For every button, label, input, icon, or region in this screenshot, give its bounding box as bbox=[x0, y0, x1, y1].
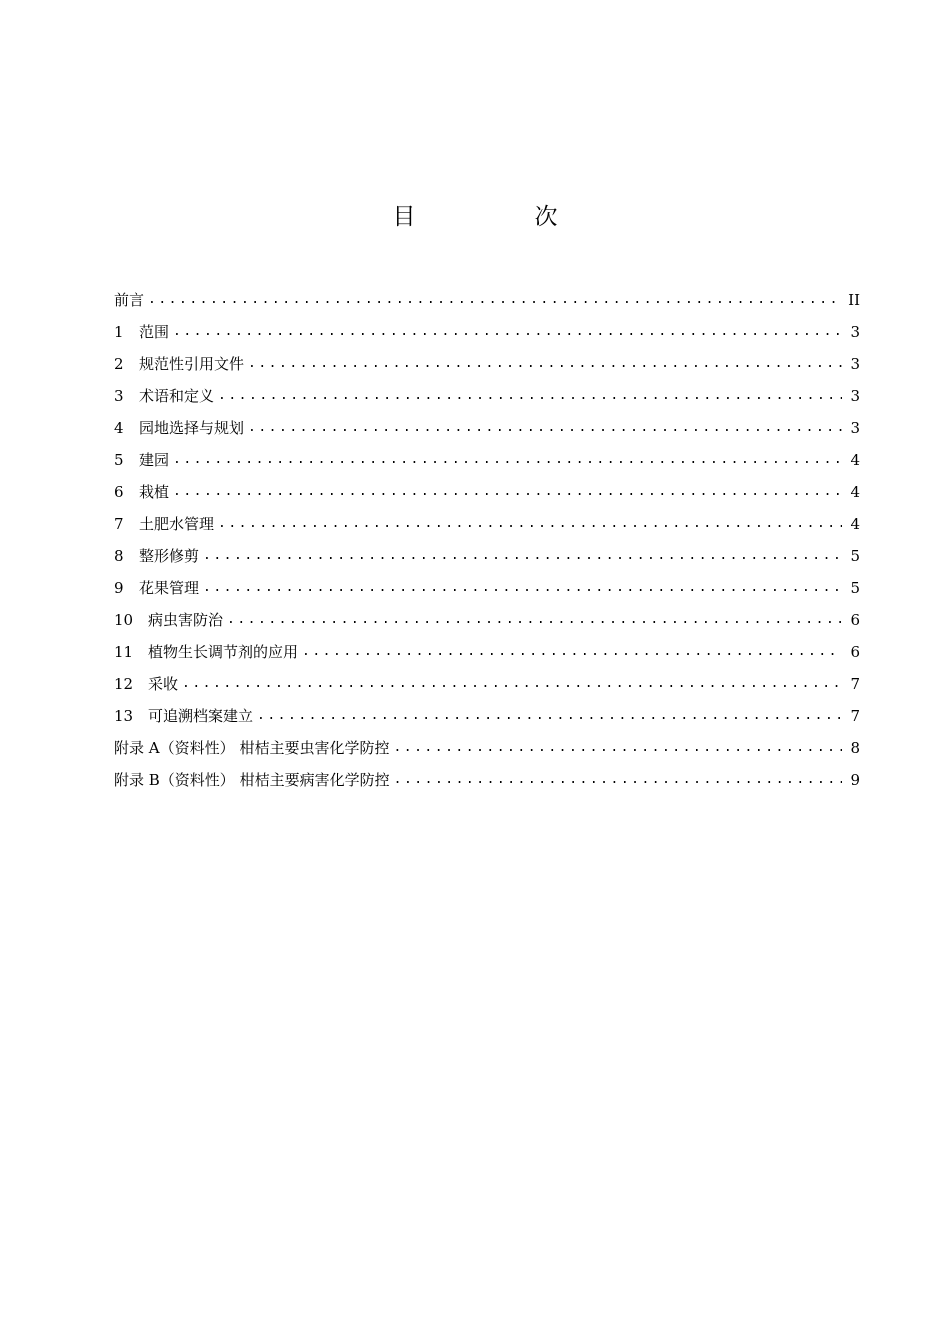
toc-entry-label: 植物生长调节剂的应用 bbox=[148, 643, 299, 661]
toc-entry-page: II bbox=[848, 291, 860, 309]
toc-entry-1[interactable] bbox=[114, 316, 860, 348]
toc-leader-dots bbox=[257, 700, 842, 732]
toc-entry-label: 附录 A（资料性） bbox=[114, 739, 235, 757]
toc-entry-number: 9 bbox=[114, 579, 124, 597]
toc-leader-dots bbox=[248, 348, 842, 380]
toc-entry-10[interactable] bbox=[114, 604, 860, 636]
toc-entry-number: 3 bbox=[114, 387, 124, 405]
toc-entry-8[interactable] bbox=[114, 540, 860, 572]
toc-entry-page: 6 bbox=[850, 611, 860, 629]
toc-entry-label: 建园 bbox=[139, 451, 170, 469]
toc-entry-page: 8 bbox=[850, 739, 860, 757]
toc-leader-dots bbox=[148, 284, 842, 316]
toc-entry-number: 12 bbox=[114, 675, 134, 693]
toc-leader-dots bbox=[302, 636, 842, 668]
toc-entry-label: 可追溯档案建立 bbox=[148, 707, 254, 725]
toc-entry-3[interactable] bbox=[114, 380, 860, 412]
toc-entry-number: 2 bbox=[114, 355, 124, 373]
toc-leader-dots bbox=[394, 764, 842, 796]
toc-leader-dots bbox=[218, 508, 842, 540]
toc-entry-number: 10 bbox=[114, 611, 134, 629]
toc-entry-12[interactable] bbox=[114, 668, 860, 700]
toc-leader-dots bbox=[393, 732, 842, 764]
toc-entry-page: 5 bbox=[850, 547, 860, 565]
toc-entry-foreword[interactable] bbox=[114, 284, 860, 316]
toc-entry-number: 8 bbox=[114, 547, 124, 565]
toc-entry-label: 采收 bbox=[148, 675, 179, 693]
toc-leader-dots bbox=[182, 668, 842, 700]
toc-leader-dots bbox=[173, 476, 842, 508]
toc-entry-label: 附录 B（资料性） bbox=[114, 771, 235, 789]
toc-entry-5[interactable] bbox=[114, 444, 860, 476]
toc-entry-page: 5 bbox=[850, 579, 860, 597]
toc-entry-6[interactable] bbox=[114, 476, 860, 508]
toc-entry-label: 土肥水管理 bbox=[139, 515, 215, 533]
toc-leader-dots bbox=[248, 412, 842, 444]
toc-entry-page: 4 bbox=[850, 483, 860, 501]
toc-entry-13[interactable] bbox=[114, 700, 860, 732]
toc-leader-dots bbox=[218, 380, 842, 412]
toc-entry-page: 9 bbox=[850, 771, 860, 789]
toc-leader-dots bbox=[173, 444, 842, 476]
toc-entry-page: 4 bbox=[850, 451, 860, 469]
toc-entry-label: 花果管理 bbox=[139, 579, 200, 597]
toc-entry-label: 园地选择与规划 bbox=[139, 419, 245, 437]
toc-entry-page: 7 bbox=[850, 675, 860, 693]
toc-entry-2[interactable] bbox=[114, 348, 860, 380]
toc-entry-page: 3 bbox=[850, 355, 860, 373]
toc-entry-page: 3 bbox=[850, 419, 860, 437]
toc-entry-7[interactable] bbox=[114, 508, 860, 540]
toc-entry-number: 7 bbox=[114, 515, 124, 533]
toc-entry-sublabel: 柑桔主要病害化学防控 bbox=[239, 771, 390, 789]
toc-entry-4[interactable] bbox=[114, 412, 860, 444]
toc-entry-appendix-b[interactable] bbox=[114, 764, 860, 796]
toc-list bbox=[114, 284, 860, 796]
toc-entry-number: 5 bbox=[114, 451, 124, 469]
toc-entry-label: 规范性引用文件 bbox=[139, 355, 245, 373]
toc-entry-label: 栽植 bbox=[139, 483, 170, 501]
toc-leader-dots bbox=[203, 572, 842, 604]
toc-entry-number: 6 bbox=[114, 483, 124, 501]
toc-leader-dots bbox=[173, 316, 842, 348]
toc-entry-sublabel: 柑桔主要虫害化学防控 bbox=[239, 739, 390, 757]
toc-title: 目 次 bbox=[392, 204, 606, 230]
toc-entry-label: 病虫害防治 bbox=[148, 611, 224, 629]
toc-entry-page: 4 bbox=[850, 515, 860, 533]
toc-entry-9[interactable] bbox=[114, 572, 860, 604]
toc-entry-label: 范围 bbox=[139, 323, 170, 341]
toc-leader-dots bbox=[203, 540, 842, 572]
toc-entry-11[interactable] bbox=[114, 636, 860, 668]
toc-entry-page: 3 bbox=[850, 387, 860, 405]
toc-entry-number: 13 bbox=[114, 707, 134, 725]
toc-entry-page: 7 bbox=[850, 707, 860, 725]
toc-entry-number: 11 bbox=[114, 643, 134, 661]
toc-entry-appendix-a[interactable] bbox=[114, 732, 860, 764]
toc-entry-number: 4 bbox=[114, 419, 124, 437]
toc-leader-dots bbox=[227, 604, 842, 636]
toc-entry-label: 整形修剪 bbox=[139, 547, 200, 565]
toc-entry-number: 1 bbox=[114, 323, 124, 341]
toc-entry-page: 3 bbox=[850, 323, 860, 341]
toc-entry-label: 术语和定义 bbox=[139, 387, 215, 405]
toc-entry-page: 6 bbox=[850, 643, 860, 661]
toc-entry-label: 前言 bbox=[114, 291, 145, 309]
